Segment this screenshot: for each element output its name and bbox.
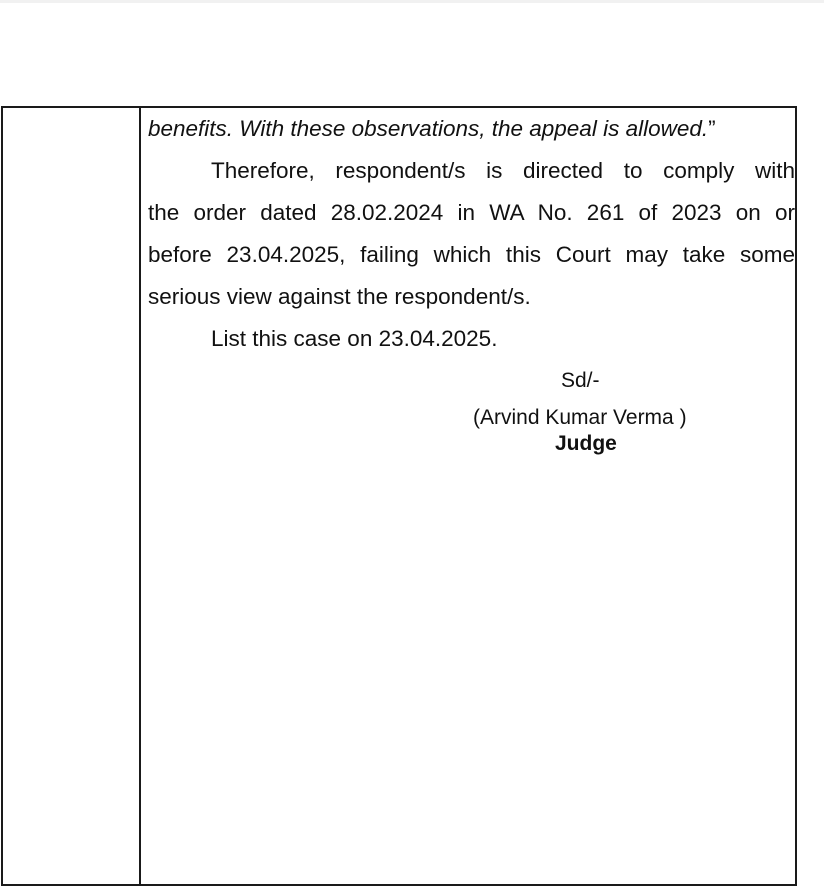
page-top-edge bbox=[0, 0, 824, 3]
signature-sd: Sd/- bbox=[561, 369, 600, 392]
order-line-5: serious view against the respondent/s. bbox=[148, 284, 531, 309]
order-line-3: the order dated 28.02.2024 in WA No. 261 of 2023 on or bbox=[148, 200, 795, 225]
order-line-4: before 23.04.2025, failing which this Court may take some bbox=[148, 242, 795, 267]
closing-quote: ” bbox=[708, 116, 716, 141]
order-sheet-table bbox=[1, 106, 797, 886]
judge-designation: Judge bbox=[555, 432, 617, 455]
judge-name: (Arvind Kumar Verma ) bbox=[473, 406, 687, 429]
quoted-judgment-text: benefits. With these observations, the appeal is allowed. bbox=[148, 116, 709, 141]
order-line-2: Therefore, respondent/s is directed to comply with bbox=[211, 158, 795, 183]
date-column bbox=[3, 108, 141, 884]
order-column bbox=[143, 108, 795, 884]
order-line-1 bbox=[148, 116, 795, 142]
listing-line: List this case on 23.04.2025. bbox=[211, 326, 498, 351]
